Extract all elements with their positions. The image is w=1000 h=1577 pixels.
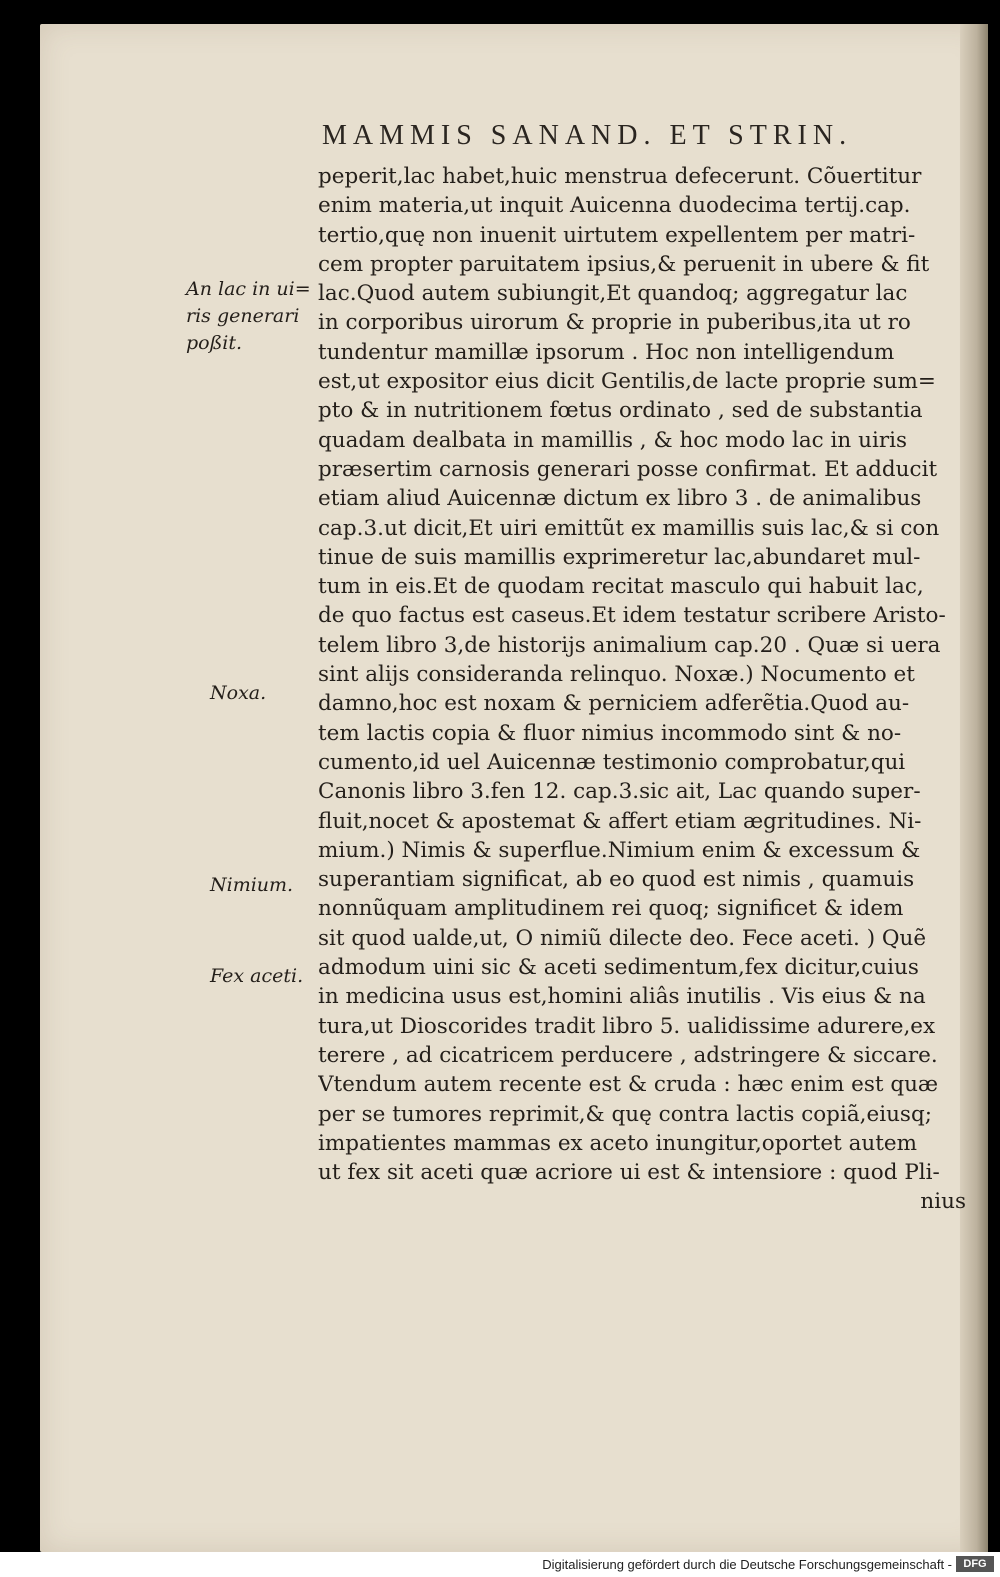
text-line: admodum uini sic & aceti sedimentum,fex dicitur,cuius	[318, 955, 919, 981]
text-line: de quo factus est caseus.Et idem testatur scribere Aristo-	[318, 603, 946, 629]
marginal-note-line: ris generari	[186, 305, 300, 327]
marginal-note-an-lac	[186, 276, 311, 357]
text-line: tertio,quę non inuenit uirtutem expellentem per matri-	[318, 222, 916, 248]
text-line: mium.) Nimis & superflue.Nimium enim & excessum &	[318, 837, 921, 863]
text-line: in corporibus uirorum & proprie in puberibus,ita ut ro	[318, 310, 911, 336]
marginal-note-line: An lac in ui=	[186, 278, 311, 300]
marginal-note-fex-aceti: Fex aceti.	[210, 965, 304, 987]
text-line: cumento,id uel Auicennæ testimonio comprobatur,qui	[318, 749, 906, 775]
text-line: peperit,lac habet,huic menstrua defecerunt. Cõuertitur	[318, 164, 922, 189]
marginal-note-noxa: Noxa.	[210, 682, 267, 704]
running-head: MAMMIS SANAND. ET STRIN.	[322, 120, 853, 151]
text-line: enim materia,ut inquit Auicenna duodecima tertij.cap.	[318, 193, 911, 219]
text-line: cap.3.ut dicit,Et uiri emittũt ex mamillis suis lac,& si con	[318, 515, 940, 541]
text-line: cem propter paruitatem ipsius,& peruenit in ubere & fit	[318, 251, 930, 277]
dfg-logo: DFG	[956, 1556, 994, 1572]
marginal-note-nimium: Nimium.	[210, 874, 294, 896]
text-line: Canonis libro 3.fen 12. cap.3.sic ait, Lac quando super-	[318, 779, 921, 805]
text-line: tum in eis.Et de quodam recitat masculo qui habuit lac,	[318, 574, 924, 600]
text-line: tinue de suis mamillis exprimeretur lac,abundaret mul-	[318, 544, 921, 570]
text-line: tem lactis copia & fluor nimius incommodo sint & no-	[318, 720, 902, 746]
main-text-block	[318, 162, 966, 1217]
text-line: terere , ad cicatricem perducere , adstringere & siccare.	[318, 1042, 938, 1068]
funding-footer	[0, 1552, 1000, 1577]
text-line: superantiam significat, ab eo quod est nimis , quamuis	[318, 867, 915, 893]
text-line: est,ut expositor eius dicit Gentilis,de lacte proprie sum=	[318, 369, 936, 395]
text-line: etiam aliud Auicennæ dictum ex libro 3 . de animalibus	[318, 486, 922, 512]
text-line: sint alijs consideranda relinquo. Noxæ.) Nocumento et	[318, 662, 915, 688]
text-line: ut fex sit aceti quæ acriore ui est & intensiore : quod Pli-	[318, 1160, 940, 1186]
text-line: per se tumores reprimit,& quę contra lactis copiã,eiusq;	[318, 1101, 932, 1127]
text-line: Vtendum autem recente est & cruda : hæc enim est quæ	[318, 1072, 939, 1098]
text-line: telem libro 3,de historijs animalium cap.20 . Quæ si uera	[318, 632, 941, 658]
text-line: præsertim carnosis generari posse confirmat. Et adducit	[318, 456, 938, 482]
funding-notice: Digitalisierung gefördert durch die Deutsche Forschungsgemeinschaft -	[542, 1557, 952, 1572]
text-line: fluit,nocet & apostemat & affert etiam ægritudines. Ni-	[318, 808, 922, 834]
text-line: lac.Quod autem subiungit,Et quandoq; aggregatur lac	[318, 281, 908, 307]
text-line: sit quod ualde,ut, O nimiũ dilecte deo. Fece aceti. ) Quẽ	[318, 925, 927, 951]
text-line: tundentur mamillæ ipsorum . Hoc non intelligendum	[318, 339, 895, 365]
text-line: tura,ut Dioscorides tradit libro 5. ualidissime adurere,ex	[318, 1013, 936, 1039]
text-line: nonnũquam amplitudinem rei quoq; significet & idem	[318, 896, 904, 922]
text-line: impatientes mammas ex aceto inungitur,oportet autem	[318, 1130, 917, 1156]
text-line: damno,hoc est noxam & perniciem adferẽtia.Quod au-	[318, 691, 910, 717]
text-line: in medicina usus est,homini aliâs inutilis . Vis eius & na	[318, 984, 926, 1010]
catchword: nius	[920, 1189, 966, 1215]
text-line: pto & in nutritionem fœtus ordinato , sed de substantia	[318, 398, 923, 424]
text-line: quadam dealbata in mamillis , & hoc modo lac in uiris	[318, 427, 908, 453]
marginal-note-line: poßit.	[186, 332, 243, 354]
